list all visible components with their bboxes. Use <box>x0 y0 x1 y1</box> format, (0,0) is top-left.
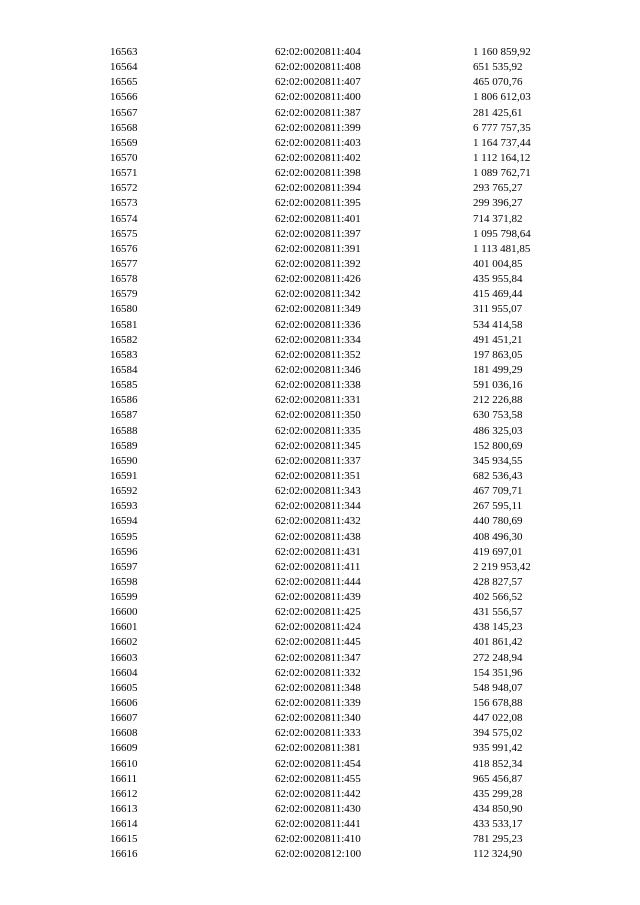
cadastral-number: 62:02:0020811:338 <box>275 379 361 392</box>
row-number: 16605 <box>110 681 138 694</box>
row-number: 16575 <box>110 227 138 240</box>
row-number: 16610 <box>110 757 138 770</box>
cadastral-number: 62:02:0020811:337 <box>275 454 361 467</box>
cadastral-number: 62:02:0020811:347 <box>275 651 361 664</box>
row-number: 16583 <box>110 348 138 361</box>
row-number: 16604 <box>110 666 138 679</box>
cadastral-value: 112 324,90 <box>473 848 523 861</box>
cadastral-value: 435 299,28 <box>473 787 523 800</box>
row-number: 16593 <box>110 500 138 513</box>
cadastral-value: 402 566,52 <box>473 591 523 604</box>
row-number: 16594 <box>110 515 138 528</box>
cadastral-number: 62:02:0020811:438 <box>275 530 361 543</box>
table-row <box>110 832 590 847</box>
table-row <box>110 817 590 832</box>
cadastral-value: 345 934,55 <box>473 454 523 467</box>
table-row <box>110 514 590 529</box>
row-number: 16607 <box>110 712 138 725</box>
cadastral-number: 62:02:0020812:100 <box>275 848 362 861</box>
cadastral-value: 272 248,94 <box>473 651 523 664</box>
table-row <box>110 530 590 545</box>
cadastral-value: 212 226,88 <box>473 394 523 407</box>
cadastral-value: 152 800,69 <box>473 439 523 452</box>
table-row <box>110 545 590 560</box>
cadastral-number: 62:02:0020811:352 <box>275 348 361 361</box>
row-number: 16581 <box>110 318 138 331</box>
cadastral-value: 781 295,23 <box>473 833 523 846</box>
cadastral-number: 62:02:0020811:394 <box>275 182 361 195</box>
row-number: 16606 <box>110 697 138 710</box>
cadastral-number: 62:02:0020811:454 <box>275 757 361 770</box>
cadastral-value: 591 036,16 <box>473 379 523 392</box>
row-number: 16570 <box>110 151 138 164</box>
table-row <box>110 318 590 333</box>
table-row <box>110 741 590 756</box>
table-row <box>110 75 590 90</box>
cadastral-number: 62:02:0020811:432 <box>275 515 361 528</box>
row-number: 16589 <box>110 439 138 452</box>
row-number: 16579 <box>110 288 138 301</box>
table-row <box>110 635 590 650</box>
cadastral-value: 465 070,76 <box>473 76 523 89</box>
cadastral-value: 197 863,05 <box>473 348 523 361</box>
cadastral-value: 156 678,88 <box>473 697 523 710</box>
table-row <box>110 166 590 181</box>
cadastral-value: 651 535,92 <box>473 61 523 74</box>
table-row <box>110 45 590 60</box>
table-row <box>110 499 590 514</box>
table-row <box>110 257 590 272</box>
row-number: 16564 <box>110 61 138 74</box>
row-number: 16571 <box>110 167 138 180</box>
cadastral-number: 62:02:0020811:351 <box>275 469 361 482</box>
cadastral-number: 62:02:0020811:399 <box>275 121 361 134</box>
row-number: 16566 <box>110 91 138 104</box>
row-number: 16591 <box>110 469 138 482</box>
row-number: 16568 <box>110 121 138 134</box>
row-number: 16616 <box>110 848 138 861</box>
row-number: 16611 <box>110 772 138 785</box>
row-number: 16592 <box>110 485 138 498</box>
row-number: 16572 <box>110 182 138 195</box>
cadastral-number: 62:02:0020811:455 <box>275 772 361 785</box>
cadastral-value: 415 469,44 <box>473 288 523 301</box>
cadastral-value: 534 414,58 <box>473 318 523 331</box>
cadastral-number: 62:02:0020811:398 <box>275 167 361 180</box>
cadastral-value: 1 095 798,64 <box>473 227 531 240</box>
cadastral-value: 428 827,57 <box>473 575 523 588</box>
table-row <box>110 363 590 378</box>
table-row <box>110 60 590 75</box>
row-number: 16563 <box>110 46 138 58</box>
cadastral-number: 62:02:0020811:397 <box>275 227 361 240</box>
row-number: 16596 <box>110 545 138 558</box>
table-row <box>110 847 590 862</box>
cadastral-number: 62:02:0020811:401 <box>275 212 361 225</box>
row-number: 16608 <box>110 727 138 740</box>
table-row <box>110 408 590 423</box>
row-number: 16584 <box>110 363 138 376</box>
row-number: 16613 <box>110 803 138 816</box>
row-number: 16609 <box>110 742 138 755</box>
row-number: 16599 <box>110 591 138 604</box>
table-row <box>110 560 590 575</box>
cadastral-number: 62:02:0020811:442 <box>275 787 361 800</box>
table-row <box>110 590 590 605</box>
row-number: 16582 <box>110 333 138 346</box>
table-row <box>110 136 590 151</box>
row-number: 16598 <box>110 575 138 588</box>
cadastral-value: 1 164 737,44 <box>473 136 531 149</box>
table-row <box>110 757 590 772</box>
cadastral-number: 62:02:0020811:340 <box>275 712 361 725</box>
cadastral-number: 62:02:0020811:426 <box>275 273 361 286</box>
cadastral-number: 62:02:0020811:387 <box>275 106 361 119</box>
cadastral-value: 418 852,34 <box>473 757 523 770</box>
cadastral-number: 62:02:0020811:331 <box>275 394 361 407</box>
row-number: 16576 <box>110 242 138 255</box>
cadastral-value: 433 533,17 <box>473 818 523 831</box>
cadastral-value: 714 371,82 <box>473 212 523 225</box>
table-row <box>110 484 590 499</box>
cadastral-number: 62:02:0020811:349 <box>275 303 361 316</box>
table-row <box>110 393 590 408</box>
table-row <box>110 90 590 105</box>
cadastral-value: 935 991,42 <box>473 742 523 755</box>
row-number: 16574 <box>110 212 138 225</box>
cadastral-number: 62:02:0020811:403 <box>275 136 361 149</box>
cadastral-number: 62:02:0020811:408 <box>275 61 361 74</box>
cadastral-value: 682 536,43 <box>473 469 523 482</box>
cadastral-number: 62:02:0020811:430 <box>275 803 361 816</box>
table-row <box>110 787 590 802</box>
row-number: 16615 <box>110 833 138 846</box>
cadastral-number: 62:02:0020811:400 <box>275 91 361 104</box>
row-number: 16602 <box>110 636 138 649</box>
table-row <box>110 333 590 348</box>
cadastral-number: 62:02:0020811:350 <box>275 409 361 422</box>
cadastral-value: 434 850,90 <box>473 803 523 816</box>
table-row <box>110 772 590 787</box>
cadastral-value: 281 425,61 <box>473 106 523 119</box>
row-number: 16588 <box>110 424 138 437</box>
table-row <box>110 287 590 302</box>
cadastral-number: 62:02:0020811:444 <box>275 575 361 588</box>
table-row <box>110 666 590 681</box>
cadastral-number: 62:02:0020811:407 <box>275 76 361 89</box>
cadastral-value: 293 765,27 <box>473 182 523 195</box>
table-row <box>110 272 590 287</box>
table-row <box>110 181 590 196</box>
table-row <box>110 711 590 726</box>
cadastral-number: 62:02:0020811:339 <box>275 697 361 710</box>
cadastral-value: 630 753,58 <box>473 409 523 422</box>
table-row <box>110 242 590 257</box>
cadastral-value: 491 451,21 <box>473 333 523 346</box>
row-number: 16603 <box>110 651 138 664</box>
cadastral-value: 1 160 859,92 <box>473 46 531 58</box>
cadastral-value: 299 396,27 <box>473 197 523 210</box>
row-number: 16590 <box>110 454 138 467</box>
cadastral-number: 62:02:0020811:342 <box>275 288 361 301</box>
row-number: 16569 <box>110 136 138 149</box>
table-row <box>110 196 590 211</box>
table-row <box>110 469 590 484</box>
table-row <box>110 454 590 469</box>
row-number: 16573 <box>110 197 138 210</box>
cadastral-number: 62:02:0020811:345 <box>275 439 361 452</box>
cadastral-value: 181 499,29 <box>473 363 523 376</box>
cadastral-number: 62:02:0020811:343 <box>275 485 361 498</box>
cadastral-value: 435 955,84 <box>473 273 523 286</box>
row-number: 16585 <box>110 379 138 392</box>
cadastral-number: 62:02:0020811:404 <box>275 46 361 58</box>
cadastral-number: 62:02:0020811:335 <box>275 424 361 437</box>
row-number: 16597 <box>110 560 138 573</box>
cadastral-number: 62:02:0020811:410 <box>275 833 361 846</box>
cadastral-number: 62:02:0020811:392 <box>275 257 361 270</box>
row-number: 16614 <box>110 818 138 831</box>
table-row <box>110 439 590 454</box>
cadastral-number: 62:02:0020811:441 <box>275 818 361 831</box>
table-row <box>110 696 590 711</box>
cadastral-number: 62:02:0020811:332 <box>275 666 361 679</box>
cadastral-value: 401 004,85 <box>473 257 523 270</box>
table-row <box>110 802 590 817</box>
data-table <box>110 45 590 863</box>
cadastral-value: 311 955,07 <box>473 303 523 316</box>
cadastral-number: 62:02:0020811:333 <box>275 727 361 740</box>
row-number: 16612 <box>110 787 138 800</box>
cadastral-value: 486 325,03 <box>473 424 523 437</box>
table-row <box>110 302 590 317</box>
cadastral-number: 62:02:0020811:424 <box>275 621 361 634</box>
cadastral-value: 431 556,57 <box>473 606 523 619</box>
cadastral-value: 1 112 164,12 <box>473 151 531 164</box>
cadastral-number: 62:02:0020811:431 <box>275 545 361 558</box>
table-row <box>110 106 590 121</box>
cadastral-value: 438 145,23 <box>473 621 523 634</box>
row-number: 16600 <box>110 606 138 619</box>
cadastral-value: 548 948,07 <box>473 681 523 694</box>
cadastral-number: 62:02:0020811:348 <box>275 681 361 694</box>
cadastral-number: 62:02:0020811:391 <box>275 242 361 255</box>
cadastral-value: 419 697,01 <box>473 545 523 558</box>
cadastral-value: 965 456,87 <box>473 772 523 785</box>
row-number: 16586 <box>110 394 138 407</box>
cadastral-number: 62:02:0020811:336 <box>275 318 361 331</box>
cadastral-number: 62:02:0020811:395 <box>275 197 361 210</box>
cadastral-value: 408 496,30 <box>473 530 523 543</box>
table-row <box>110 726 590 741</box>
table-row <box>110 378 590 393</box>
table-row <box>110 605 590 620</box>
table-row <box>110 348 590 363</box>
table-row <box>110 681 590 696</box>
cadastral-value: 154 351,96 <box>473 666 523 679</box>
cadastral-number: 62:02:0020811:334 <box>275 333 361 346</box>
table-row <box>110 212 590 227</box>
row-number: 16565 <box>110 76 138 89</box>
table-row <box>110 575 590 590</box>
cadastral-value: 440 780,69 <box>473 515 523 528</box>
cadastral-number: 62:02:0020811:445 <box>275 636 361 649</box>
cadastral-value: 2 219 953,42 <box>473 560 531 573</box>
cadastral-number: 62:02:0020811:439 <box>275 591 361 604</box>
table-row <box>110 151 590 166</box>
table-row <box>110 424 590 439</box>
row-number: 16580 <box>110 303 138 316</box>
table-row <box>110 227 590 242</box>
cadastral-value: 394 575,02 <box>473 727 523 740</box>
table-row <box>110 121 590 136</box>
row-number: 16601 <box>110 621 138 634</box>
cadastral-number: 62:02:0020811:346 <box>275 363 361 376</box>
row-number: 16595 <box>110 530 138 543</box>
cadastral-value: 467 709,71 <box>473 485 523 498</box>
cadastral-number: 62:02:0020811:344 <box>275 500 361 513</box>
row-number: 16567 <box>110 106 138 119</box>
cadastral-value: 267 595,11 <box>473 500 523 513</box>
row-number: 16578 <box>110 273 138 286</box>
cadastral-number: 62:02:0020811:402 <box>275 151 361 164</box>
row-number: 16577 <box>110 257 138 270</box>
cadastral-value: 6 777 757,35 <box>473 121 531 134</box>
table-row <box>110 620 590 635</box>
cadastral-value: 1 806 612,03 <box>473 91 531 104</box>
cadastral-value: 401 861,42 <box>473 636 523 649</box>
row-number: 16587 <box>110 409 138 422</box>
cadastral-value: 1 089 762,71 <box>473 167 531 180</box>
cadastral-number: 62:02:0020811:381 <box>275 742 361 755</box>
cadastral-number: 62:02:0020811:425 <box>275 606 361 619</box>
cadastral-value: 1 113 481,85 <box>473 242 531 255</box>
table-row <box>110 651 590 666</box>
cadastral-value: 447 022,08 <box>473 712 523 725</box>
cadastral-number: 62:02:0020811:411 <box>275 560 361 573</box>
